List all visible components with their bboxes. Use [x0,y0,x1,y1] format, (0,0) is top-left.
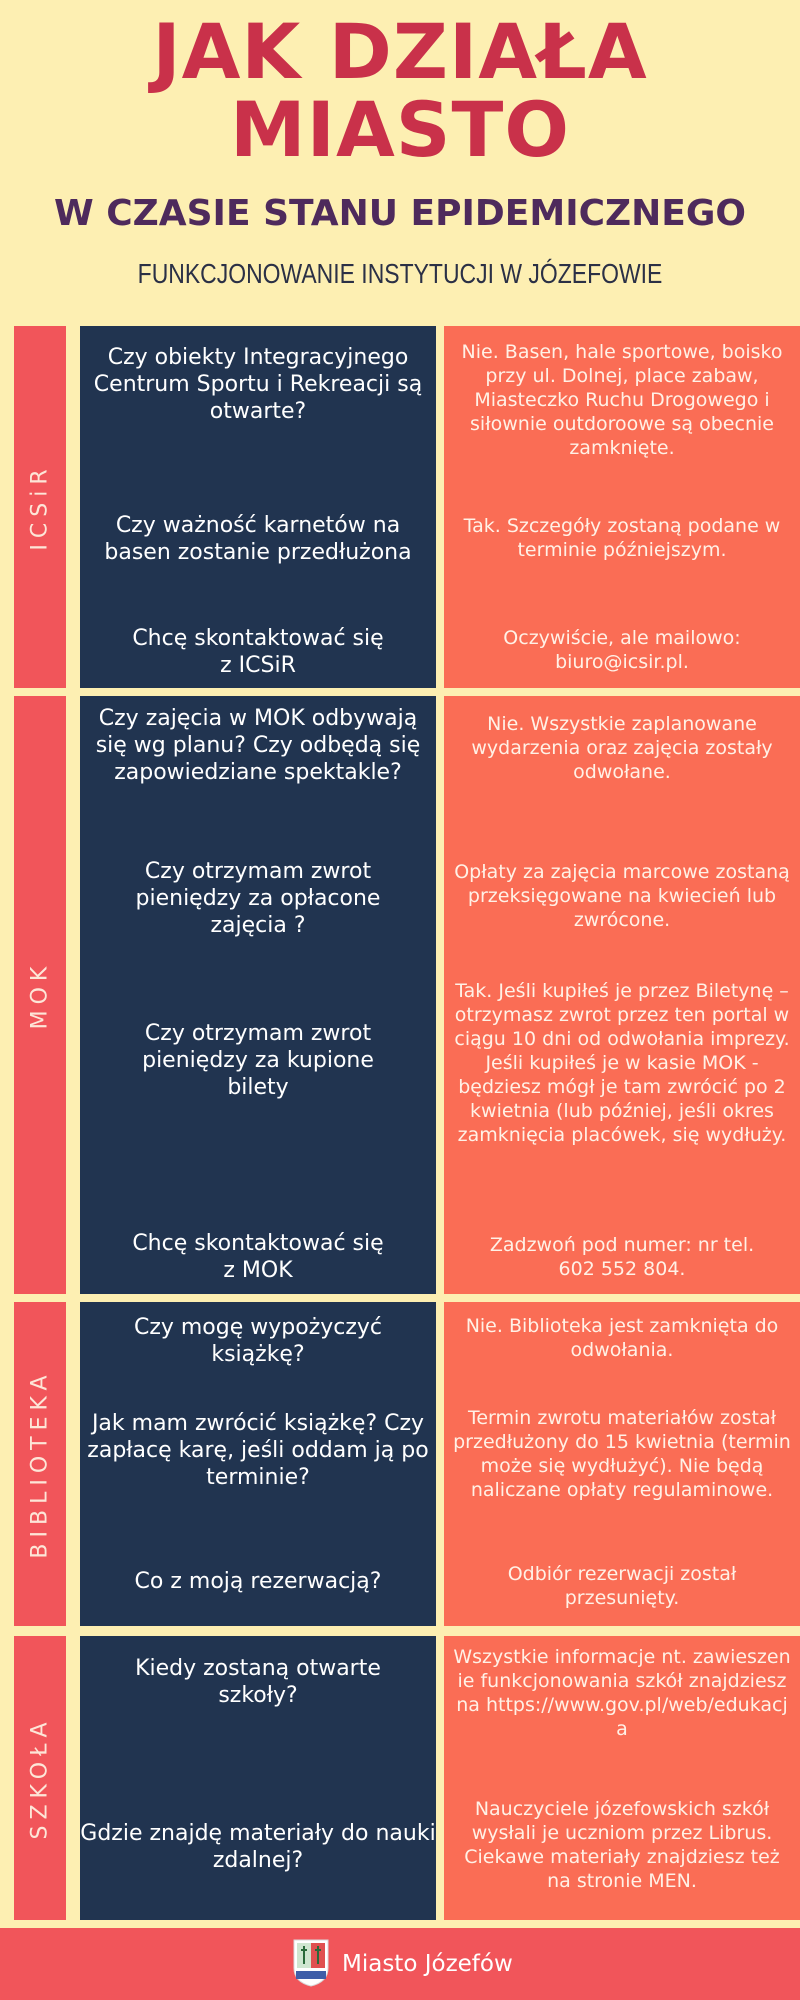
question-text: Czy zajęcia w MOK odbywają się wg planu? Czy odbędą się zapowiedziane spektakle? [95,706,421,785]
answer-text: Tak. Szczegóły zostaną podane w terminie późniejszym. [463,515,781,561]
answer-text: Nauczyciele józefowskich szkół wysłali je uczniom przez Librus. Ciekawe materiały znajdziesz też na stronie MEN. [464,1798,780,1892]
question-text: Chcę skontaktować się z ICSiR [132,626,384,678]
jozefow-crest-icon [292,1938,330,1988]
section-label-biblioteka [14,1302,66,1626]
section-label-text: SZKOŁA [27,1716,53,1840]
page-subtitle: W CZASIE STANU EPIDEMICZNEGO [54,193,746,234]
question-text: Co z moją rezerwacją? [134,1569,382,1594]
question-text: Kiedy zostaną otwarte szkoły? [135,1656,381,1708]
answer-text: Nie. Basen, hale sportowe, boisko przy ul. Dolnej, place zabaw, Miasteczko Ruchu Drogowego i siłownie outdoroowe są obecnie zamknięte. [461,341,783,459]
section-label-text: BIBLIOTEKA [27,1369,53,1559]
page-subtitle-institutions: FUNKCJONOWANIE INSTYTUCJI W JÓZEFOWIE [137,258,663,289]
footer [0,1928,800,2000]
page-title-line2: MIASTO [230,85,570,174]
question-text: Gdzie znajdę materiały do nauki zdalnej? [80,1821,436,1873]
question-text: Czy obiekty Integracyjnego Centrum Sportu i Rekreacji są otwarte? [93,345,423,424]
section-label-text: ICSiR [27,463,53,551]
answer-text: Nie. Biblioteka jest zamknięta do odwołania. [465,1315,779,1361]
answer-text: Oczywiście, ale mailowo: biuro@icsir.pl. [503,627,741,673]
answer-text: Termin zwrotu materiałów został przedłużony do 15 kwietnia (termin może się wydłużyć). Nie będą naliczane opłaty regulaminowe. [453,1407,791,1501]
answer-text: Zadzwoń pod numer: nr tel. 602 552 804. [489,1234,755,1280]
answer-text: Opłaty za zajęcia marcowe zostaną przeksięgowane na kwiecień lub zwrócone. [454,861,790,931]
answer-text: Wszystkie informacje nt. zawieszenie funkcjonowania szkół znajdziesz na https://www.gov.pl/web/edukacja [453,1646,791,1740]
footer-city-name: Miasto Józefów [342,1951,513,1977]
answer-text: Tak. Jeśli kupiłeś je przez Biletynę – otrzymasz zwrot przez ten portal w ciągu 10 dni od odwołania imprezy. Jeśli kupiłeś je w kasie MOK - będziesz mógł je tam zwrócić po 2 kwietnia (lub później, jeśli okres zamknięcia placówek, się wydłuży. [454,980,790,1146]
question-text: Czy mogę wypożyczyć książkę? [133,1315,383,1367]
section-label-szkola [14,1636,66,1920]
answer-text: Nie. Wszystkie zaplanowane wydarzenia oraz zajęcia zostały odwołane. [471,713,773,783]
question-text: Jak mam zwrócić książkę? Czy zapłacę karę, jeśli oddam ją po terminie? [87,1411,429,1490]
section-label-text: MOK [27,960,53,1030]
section-label-icsir [14,326,66,688]
section-label-mok [14,696,66,1294]
answer-text: Odbiór rezerwacji został przesunięty. [507,1563,737,1609]
page-title-line1: JAK DZIAŁA [152,7,648,96]
question-text: Czy otrzymam zwrot pieniędzy za kupione bilety [142,1021,374,1100]
question-text: Czy otrzymam zwrot pieniędzy za opłacone zajęcia ? [135,859,381,938]
question-text: Chcę skontaktować się z MOK [132,1231,384,1283]
question-text: Czy ważność karnetów na basen zostanie przedłużona [104,513,412,565]
